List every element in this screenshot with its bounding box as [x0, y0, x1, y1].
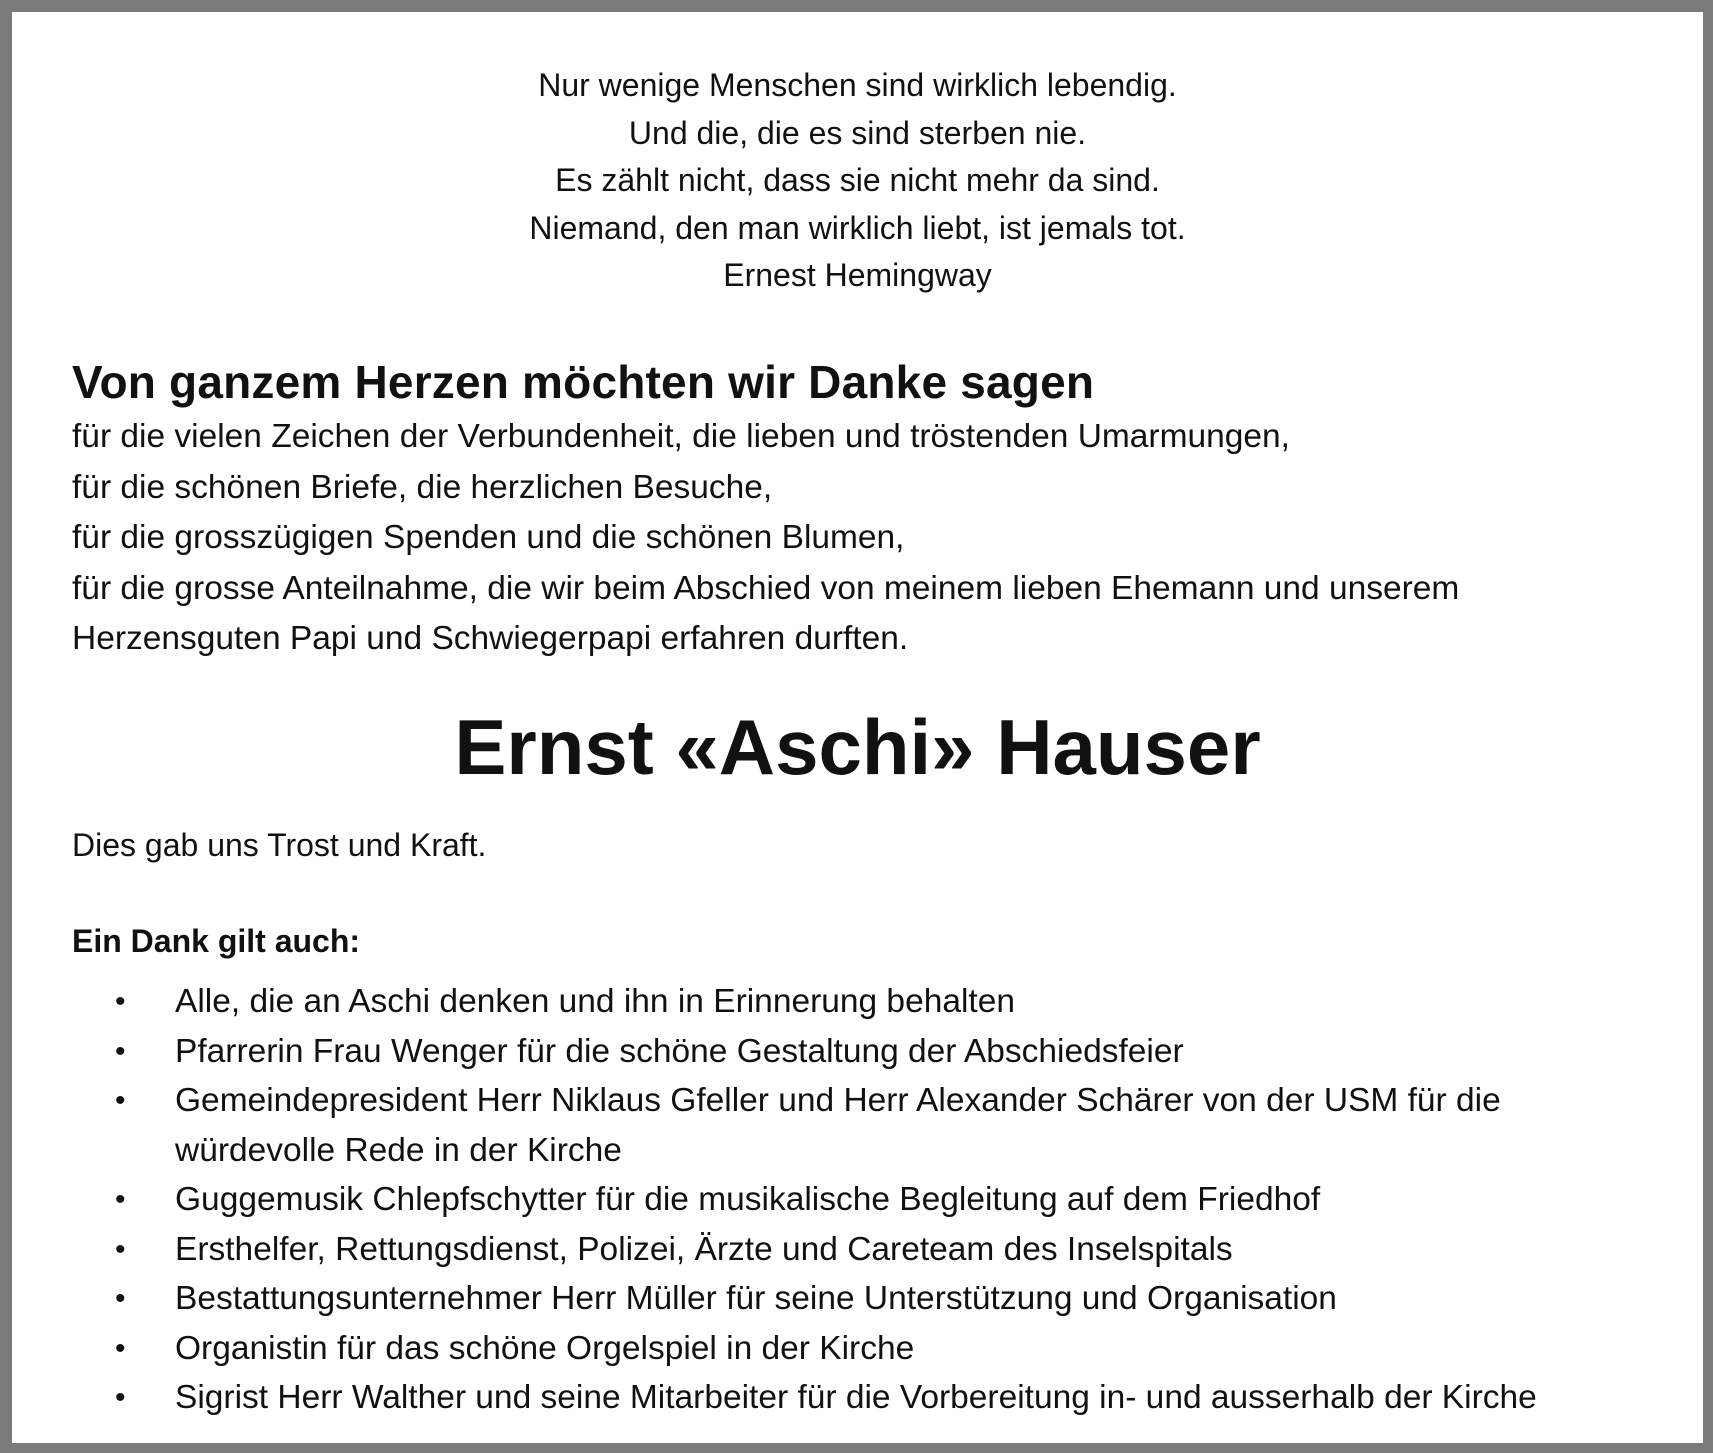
- thanks-line: für die vielen Zeichen der Verbundenheit, die lieben und tröstenden Umarmungen,: [72, 418, 1290, 455]
- quote-line: Nur wenige Menschen sind wirklich lebendig.: [538, 67, 1177, 103]
- deceased-name: Ernst «Aschi» Hauser: [454, 703, 1261, 791]
- quote-author: Ernest Hemingway: [723, 257, 992, 293]
- thanks-line: für die grosse Anteilnahme, die wir beim Abschied von meinem lieben Ehemann und unserem: [72, 569, 1460, 607]
- thanks-line: für die schönen Briefe, die herzlichen Besuche,: [72, 468, 773, 506]
- quote-line: Und die, die es sind sterben nie.: [628, 114, 1087, 151]
- list-item: [115, 1274, 1675, 1324]
- thanks-paragraph: [72, 412, 1692, 665]
- also-thanks-list: [115, 977, 1675, 1423]
- list-item-text-continued: würdevolle Rede in der Kirche: [175, 1131, 622, 1169]
- list-item: [115, 1175, 1675, 1225]
- quote-line: Niemand, den man wirklich liebt, ist jemals tot.: [529, 209, 1186, 246]
- quote-line: Es zählt nicht, dass sie nicht mehr da sind.: [555, 162, 1160, 198]
- bullet-icon: •: [115, 1331, 126, 1365]
- bullet-icon: •: [115, 1084, 126, 1117]
- list-item-text: Alle, die an Aschi denken und ihn in Erinnerung behalten: [175, 983, 1015, 1020]
- list-item: [115, 977, 1675, 1027]
- list-item-text: Sigrist Herr Walther und seine Mitarbeiter für die Vorbereitung in- und ausserhalb der Kirche: [175, 1379, 1537, 1416]
- list-item-text: Organistin für das schöne Orgelspiel in der Kirche: [175, 1329, 915, 1367]
- bullet-icon: •: [115, 985, 126, 1018]
- bullet-icon: •: [115, 1381, 126, 1414]
- list-item-text: Gemeindepresident Herr Niklaus Gfeller und Herr Alexander Schärer von der USM für die: [175, 1082, 1501, 1119]
- list-item-text: Bestattungsunternehmer Herr Müller für seine Unterstützung und Organisation: [175, 1280, 1337, 1317]
- bullet-icon: •: [115, 1183, 126, 1216]
- list-item-text: Pfarrerin Frau Wenger für die schöne Gestaltung der Abschiedsfeier: [175, 1032, 1184, 1070]
- thanks-line: für die grosszügigen Spenden und die schönen Blumen,: [72, 519, 905, 556]
- list-item: [115, 1076, 1675, 1175]
- bullet-icon: •: [115, 1232, 126, 1266]
- list-item: [115, 1027, 1675, 1077]
- bullet-icon: •: [115, 1282, 126, 1315]
- thanks-line: Herzensguten Papi und Schwiegerpapi erfahren durften.: [72, 620, 909, 657]
- list-item-text: Guggemusik Chlepfschytter für die musikalische Begleitung auf dem Friedhof: [175, 1181, 1321, 1218]
- bullet-icon: •: [115, 1034, 126, 1068]
- thanks-heading: Von ganzem Herzen möchten wir Danke sagen: [72, 356, 1095, 408]
- comfort-line: Dies gab uns Trost und Kraft.: [72, 827, 487, 863]
- list-item: [115, 1225, 1675, 1275]
- quote-block: [12, 62, 1703, 300]
- also-thanks-heading: Ein Dank gilt auch:: [72, 923, 361, 959]
- list-item: [115, 1373, 1675, 1423]
- thanks-block: [72, 352, 1692, 665]
- list-item-text: Ersthelfer, Rettungsdienst, Polizei, Ärzte und Careteam des Inselspitals: [175, 1230, 1233, 1268]
- list-item: [115, 1324, 1675, 1374]
